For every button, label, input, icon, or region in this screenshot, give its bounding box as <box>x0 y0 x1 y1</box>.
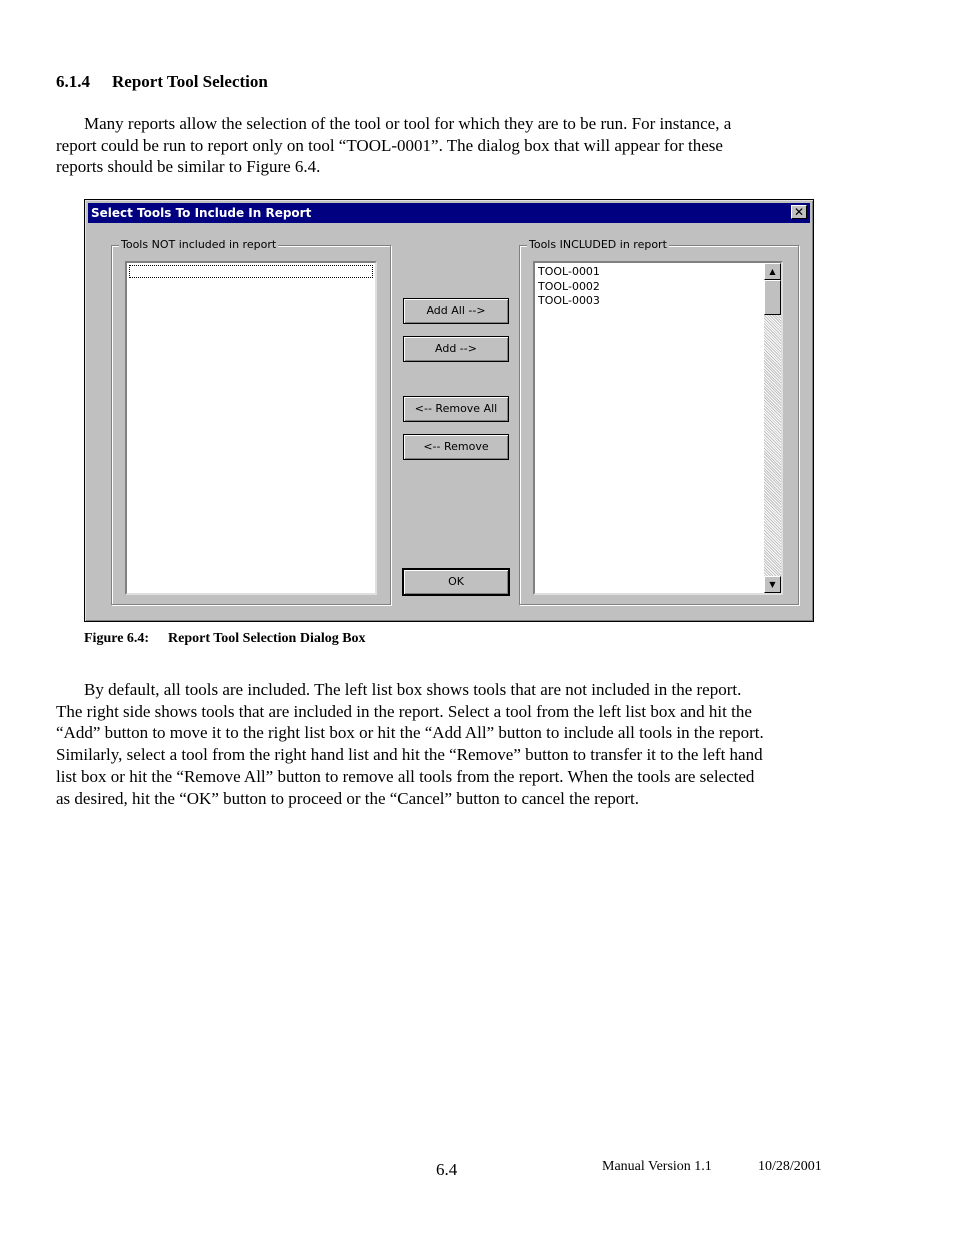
section-number: 6.1.4 <box>56 72 90 91</box>
ok-button[interactable]: OK <box>403 569 509 595</box>
body-line-1: By default, all tools are included. The left list box shows tools that are not included in the report. <box>84 680 742 699</box>
vertical-scrollbar[interactable] <box>764 263 781 593</box>
figure-caption <box>84 631 366 647</box>
intro-line-2: report could be run to report only on tool “TOOL-0001”. The dialog box that will appear for these <box>56 135 723 155</box>
footer-date: 10/28/2001 <box>758 1159 822 1174</box>
intro-line-3: reports should be similar to Figure 6.4. <box>56 157 321 177</box>
select-tools-dialog <box>84 199 814 622</box>
arrow-down-icon: ▼ <box>769 580 776 589</box>
figure-label: Figure 6.4: <box>84 631 150 646</box>
scroll-up-button[interactable] <box>764 263 781 280</box>
section-heading <box>56 72 268 92</box>
add-all-button[interactable]: Add All --> <box>403 298 509 324</box>
close-button[interactable] <box>791 205 807 219</box>
section-title: Report Tool Selection <box>112 72 268 91</box>
excluded-tools-listbox[interactable] <box>125 261 377 595</box>
remove-button[interactable]: <-- Remove <box>403 434 509 460</box>
body-line-4: Similarly, select a tool from the right hand list and hit the “Remove” button to transfer it to the left hand <box>56 745 763 765</box>
listbox-focus-rect <box>129 265 373 278</box>
included-tools-group <box>519 238 799 605</box>
included-tools-label: Tools INCLUDED in report <box>529 238 667 251</box>
body-line-5: list box or hit the “Remove All” button to remove all tools from the report. When the tools are selected <box>56 766 755 786</box>
page-number: 6.4 <box>436 1160 458 1179</box>
body-line-2: The right side shows tools that are included in the report. Select a tool from the left list box and hit the <box>56 701 752 721</box>
body-line-3: “Add” button to move it to the right list box or hit the “Add All” button to include all tools in the report. <box>56 723 764 743</box>
body-line-6: as desired, hit the “OK” button to proceed or the “Cancel” button to cancel the report. <box>56 788 639 808</box>
body-paragraph <box>56 679 846 809</box>
dialog-title-bar[interactable] <box>88 203 810 223</box>
arrow-up-icon: ▲ <box>769 267 776 276</box>
scroll-thumb[interactable] <box>764 280 781 315</box>
excluded-tools-group <box>111 238 391 605</box>
list-item[interactable]: TOOL-0001 <box>538 265 600 278</box>
dialog-title: Select Tools To Include In Report <box>91 206 312 220</box>
included-tools-listbox[interactable] <box>533 261 783 595</box>
excluded-tools-label: Tools NOT included in report <box>121 238 277 251</box>
figure-caption-text: Report Tool Selection Dialog Box <box>168 631 366 646</box>
close-icon: ✕ <box>793 205 805 219</box>
add-button[interactable]: Add --> <box>403 336 509 362</box>
manual-version: Manual Version 1.1 <box>602 1159 712 1174</box>
intro-paragraph <box>56 113 846 178</box>
page-footer <box>602 1159 822 1175</box>
list-item[interactable]: TOOL-0003 <box>538 294 600 307</box>
scroll-down-button[interactable] <box>764 576 781 593</box>
remove-all-button[interactable]: <-- Remove All <box>403 396 509 422</box>
list-item[interactable]: TOOL-0002 <box>538 279 600 293</box>
included-tools-items <box>538 265 600 309</box>
intro-line-1: Many reports allow the selection of the tool or tool for which they are to be run. For instance, a <box>84 114 732 133</box>
